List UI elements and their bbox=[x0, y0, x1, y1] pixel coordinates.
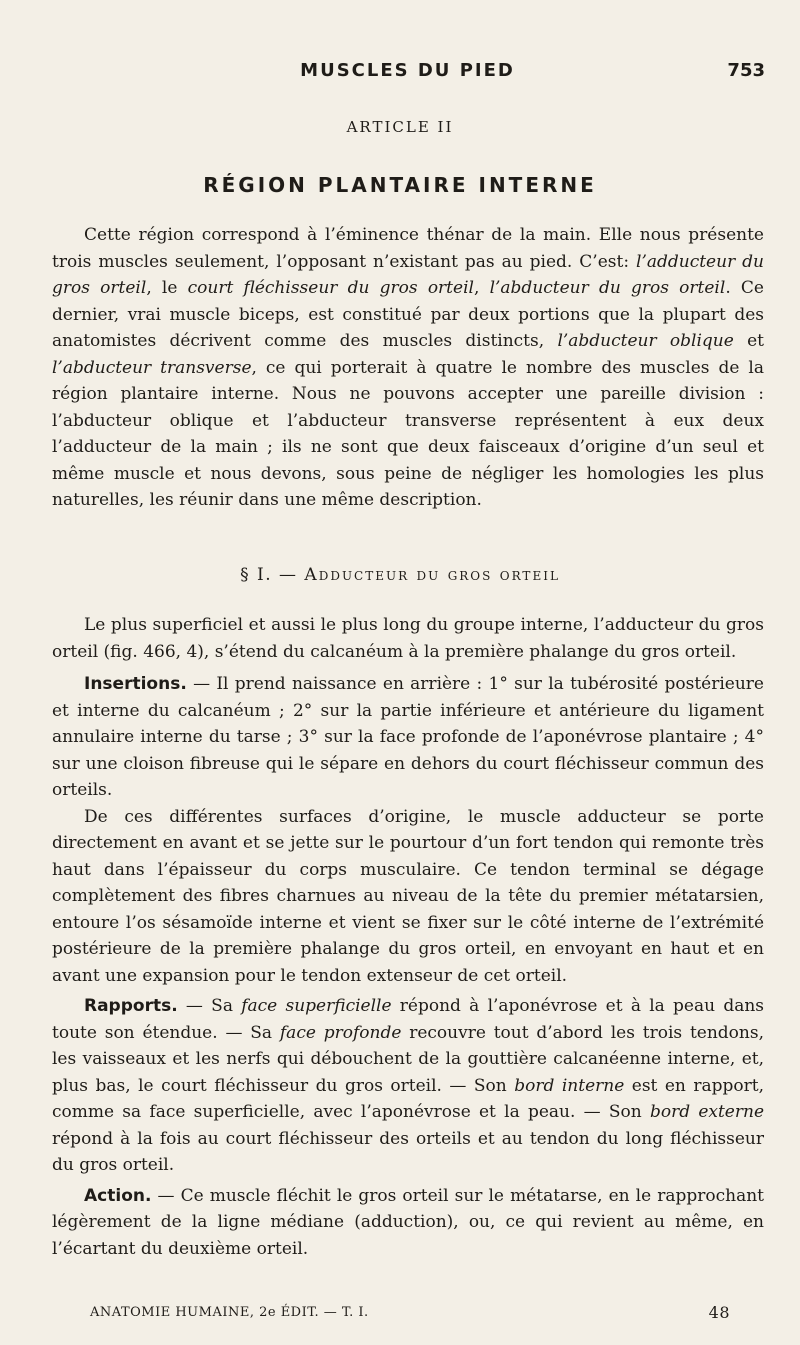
intro-t5: et bbox=[733, 331, 764, 351]
rapports-i2: face profonde bbox=[279, 1022, 402, 1043]
page-number: 753 bbox=[727, 60, 765, 81]
para-origins bbox=[52, 804, 764, 990]
para2-text: De ces différentes surfaces d’origine, le muscle adducteur se porte directement en avant et se jette sur le pourtour d’un fort tendon qui remonte très haut dans l’épaisseur du corps musculaire. Ce tendon terminal se dégage complètement des fibres charnues au niveau de la tête du premier métatarsien, entoure l’os sésamoïde interne et vient se fixer sur le côté interne de l’extrémité postérieure de la première phalange du gros orteil, en envoyant en haut et en avant une expansion pour le tendon extenseur de cet orteil. bbox=[52, 806, 764, 986]
intro-t1: Cette région correspond à l’éminence thénar de la main. Elle nous présente trois muscles seulement, l’opposant n’existant pas au pied. C’est: bbox=[52, 225, 764, 272]
section-heading bbox=[0, 565, 800, 585]
para-intro bbox=[52, 612, 764, 665]
rapports-t1: — Sa bbox=[177, 996, 242, 1016]
rapports-i4: bord externe bbox=[649, 1102, 764, 1122]
para1-text: Le plus superficiel et aussi le plus long du groupe interne, l’adducteur du gros orteil (fig. 466, 4), s’étend du calcanéum à la première phalange du gros orteil. bbox=[52, 615, 764, 662]
rapports-t3: recouvre tout d’abord les trois tendons, les vaisseaux et les nerfs qui débouchent de la gouttière calcanéenne interne, et, plus bas, le court fléchisseur du gros orteil. — Son bbox=[52, 1022, 764, 1096]
para-rapports bbox=[52, 993, 764, 1179]
intro-i1: l’adducteur du gros orteil bbox=[52, 251, 764, 298]
intro-i3: l’abducteur du gros orteil bbox=[489, 278, 726, 298]
rapports-i1: face superficielle bbox=[241, 996, 392, 1016]
insertions-label: Insertions. bbox=[84, 674, 187, 694]
footer bbox=[90, 1305, 730, 1320]
intro-t6: , ce qui porterait à quatre le nombre des muscles de la région plantaire interne. Nous ne pouvons accepter une pareille division : l’abducteur oblique et l’abducteur transverse représentent à eux deux l’adducteur de la main ; ils ne sont que deux faisceaux d’origine d’un seul et même muscle et nous devons, sous peine de négliger les homologies les plus naturelles, les réunir dans une même description. bbox=[52, 357, 764, 510]
intro-t4: . Ce dernier, vrai muscle biceps, est constitué par deux portions que la plupart des anatomistes décrivent comme des muscles distincts, bbox=[52, 278, 764, 351]
para-action bbox=[52, 1183, 764, 1263]
section-prefix: § I. — bbox=[240, 565, 305, 585]
intro-t3: , bbox=[473, 278, 490, 298]
rapports-i3: bord interne bbox=[514, 1075, 625, 1096]
action-label: Action. bbox=[84, 1185, 152, 1206]
intro-i5: l’abducteur transverse bbox=[52, 357, 252, 378]
intro-t2: , le bbox=[146, 278, 188, 298]
running-title: MUSCLES DU PIED bbox=[300, 60, 515, 81]
para-insertions bbox=[52, 671, 764, 804]
footer-text: ANATOMIE HUMAINE, 2e ÉDIT. — T. I. bbox=[90, 1305, 369, 1320]
intro-paragraph bbox=[52, 222, 764, 514]
rapports-label: Rapports. bbox=[84, 996, 178, 1016]
article-heading: ARTICLE II bbox=[346, 118, 454, 136]
action-text: — Ce muscle fléchit le gros orteil sur le métatarse, en le rapprochant légèrement de la ligne médiane (adduction), ou, ce qui revient au même, en l’écartant du deuxième orteil. bbox=[52, 1185, 764, 1259]
rapports-t4: est en rapport, comme sa face superficielle, avec l’aponévrose et la peau. — Son bbox=[52, 1075, 764, 1122]
rapports-t5: répond à la fois au court fléchisseur des orteils et au tendon du long fléchisseur du gros orteil. bbox=[52, 1128, 764, 1175]
rapports-t2: répond à l’aponévrose et à la peau dans toute son étendue. — Sa bbox=[52, 996, 765, 1043]
intro-text bbox=[52, 222, 764, 514]
region-title: RÉGION PLANTAIRE INTERNE bbox=[203, 173, 597, 197]
section-title: Adducteur du gros orteil bbox=[304, 565, 560, 585]
intro-i4: l’abducteur oblique bbox=[557, 331, 734, 351]
insertions-text: — Il prend naissance en arrière : 1° sur la tubérosité postérieure et interne du calcanéum ; 2° sur la partie inférieure et antérieure du ligament annulaire interne du tarse ; 3° sur la face profonde de l’aponévrose plantaire ; 4° sur une cloison fibreuse qui le sépare en dehors du court fléchisseur commun des orteils. bbox=[52, 674, 764, 800]
body-text bbox=[52, 612, 764, 1262]
intro-i2: court fléchisseur du gros orteil bbox=[187, 278, 474, 298]
signature-number: 48 bbox=[708, 1303, 730, 1322]
running-head bbox=[50, 60, 765, 90]
